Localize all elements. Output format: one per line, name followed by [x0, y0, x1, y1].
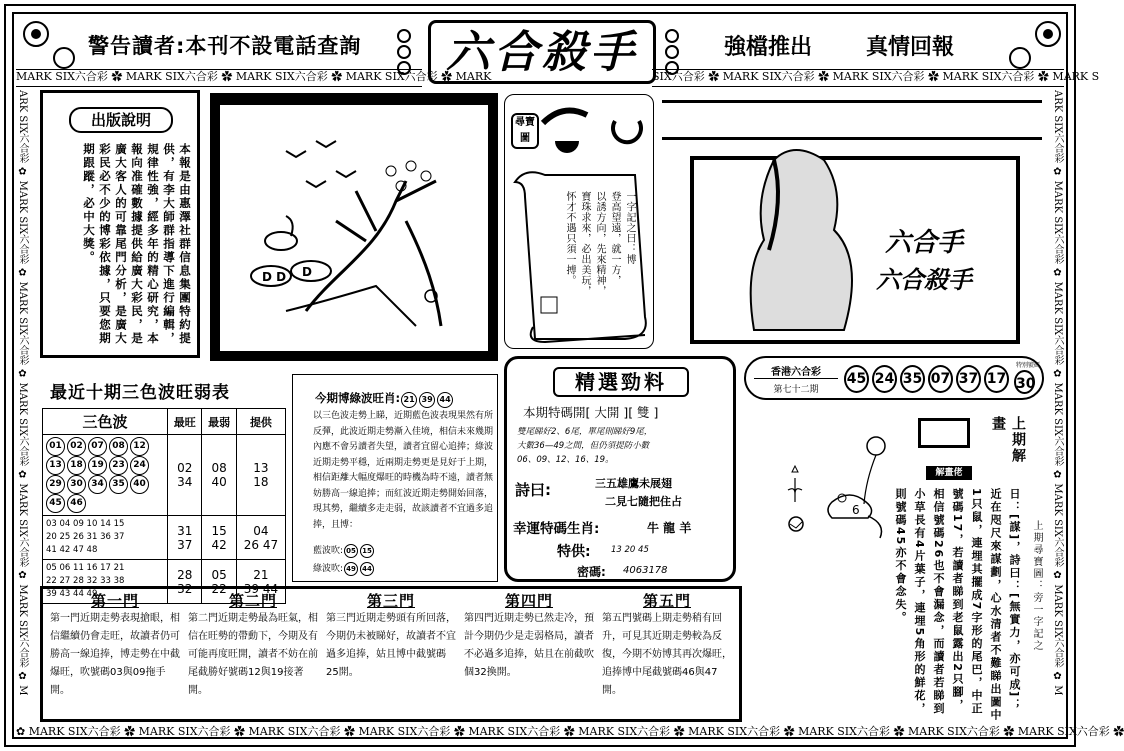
- door-body: 第一門近期走勢表現搶眼，相信繼續仍會走旺，故讀者仍可勝高一線追捧，博走勢在中截爆旺，吹號碼03與09拖手開。: [50, 613, 180, 696]
- wave-max-cell: 31 37: [168, 516, 202, 560]
- poster-rail: [662, 100, 1042, 140]
- poster-frame: [690, 156, 1020, 344]
- result-ball: 35: [900, 365, 925, 393]
- poster-text-bottom: 六合殺手: [876, 265, 972, 294]
- last-issue-body: 日：[謀]，詩曰：[無實力，亦可成]；近在咫尺來謀劃，心水清者不難睇出圖中1只鼠，連埋其擺成7字形的尾巴，中正號碼17，若讀者睇到老鼠露出2只腳，相信號碼26也不會漏念，而讀者若睇到小草長有4片葉子，連埋5角形的鮮花，則號碼45亦不會念失。: [894, 488, 1021, 722]
- door-3: [326, 592, 456, 682]
- warning-text: 警告讀者:本刊不設電話查詢: [88, 34, 362, 58]
- wave-give-cell: 13 18: [236, 435, 285, 516]
- featured-line-3: 大數36—49之間，但仍須提防小數: [517, 441, 650, 451]
- featured-title: 精選勁料: [553, 367, 689, 397]
- wave-min-cell: 05 22: [202, 560, 236, 604]
- green-wave-heading: [315, 387, 495, 405]
- wave-col-header: 最弱: [202, 409, 236, 435]
- featured-line-4: 06、09、12、16、19。: [517, 455, 614, 465]
- wave-ball: 44: [437, 392, 453, 408]
- wave-ball: 05: [344, 544, 358, 558]
- wave-give-cell: 04 26 47: [236, 516, 285, 560]
- door-4: [464, 592, 594, 682]
- door-2: [188, 592, 318, 700]
- green-wave-row: [313, 561, 493, 577]
- wave-ball: 45: [46, 494, 65, 513]
- wave-ball: 30: [67, 475, 86, 494]
- publication-body: 本報是由惠澤社群信息集團特約提供，有李大師群指導下進行編輯，規律性強，經多年的精心研究，本報向准確數據提供給廣大彩民，是廣大客人的可靠尾門分析，是廣大彩民必不少的博彩依據，只要您期期跟蹤，必中大獎。: [82, 143, 192, 346]
- door-title: 第二門: [228, 592, 277, 610]
- wave-ball: 35: [109, 475, 128, 494]
- wave-ball: 13: [46, 456, 65, 475]
- masthead-logo: 六合殺手: [428, 20, 656, 84]
- code-value: 4063178: [623, 565, 668, 576]
- code-label: 密碼:: [577, 565, 606, 579]
- poem-line-2: 二見七隨把住占: [605, 495, 682, 508]
- wave-give-cell: 21 39 44: [236, 560, 285, 604]
- green-wave-title: 今期博綠波旺肖:: [315, 391, 401, 405]
- blue-wave-row: [313, 543, 493, 559]
- special-label: 特供:: [557, 544, 591, 560]
- door-1: [50, 592, 180, 700]
- green-wave-label: 綠波吹:: [313, 564, 344, 574]
- scroll-panel: [504, 94, 654, 349]
- featured-line-2: 雙尾睇好2、6尾，單尾則睇好9尾，: [517, 427, 653, 437]
- poem-label: 詩曰:: [515, 481, 551, 499]
- results-brand: 香港六合彩: [754, 363, 838, 379]
- wave-col-header: 最旺: [168, 409, 202, 435]
- green-wave-numbers: 05 06 11 16 17 21 22 27 28 32 33 38 39 43 44 49: [43, 560, 168, 604]
- wave-max-cell: 28 32: [168, 560, 202, 604]
- special-value: 13 20 45: [611, 545, 649, 555]
- svg-text:6: 6: [852, 503, 860, 517]
- blue-wave-numbers: 03 04 09 10 14 15 20 25 26 31 36 37 41 42 47 48: [43, 516, 168, 560]
- door-title: 第四門: [504, 592, 553, 610]
- wave-ball: 12: [130, 437, 149, 456]
- wave-ball: 15: [360, 544, 374, 558]
- last-issue-subtitle: 解畫佬: [926, 466, 972, 480]
- featured-line-1: 本期特碼開[ 大開 ][ 雙 ]: [523, 405, 659, 420]
- green-wave-body: 以三色波走勢上睇，近期藍色波表現果然有所反彈，此波近期走勢漸入佳境，相信未來幾期內應不會另讀者失望，讀者宜留心追捧；綠波近期走勢平穩，近兩期走勢更是見好于上期，相信距離大幅度爆旺的時機為時不遠，讀者無妨勝高一線追捧；而紅波近期走勢開始回落，現其勢，繼續多走走弱，故該讀者不宜過多追捧，且博：: [313, 411, 494, 530]
- slogan-left: 強檔推出: [724, 35, 813, 60]
- results-bar: [744, 356, 1044, 400]
- wave-ball: 18: [67, 456, 86, 475]
- featured-panel: [504, 356, 736, 582]
- last-issue-panel: [740, 404, 1046, 724]
- wave-table-title: 最近十期三色波旺弱表: [50, 383, 230, 403]
- last-issue-side: 上期尋寶圖：旁一字記之: [1031, 520, 1042, 652]
- blue-wave-label: 藍波吹:: [313, 546, 344, 556]
- wave-ball: 19: [88, 456, 107, 475]
- result-ball: 07: [928, 365, 953, 393]
- lucky-value: 牛 龍 羊: [647, 521, 692, 535]
- wave-ball: 34: [88, 475, 107, 494]
- svg-text:D: D: [302, 265, 312, 279]
- door-body: 第五門號碼上期走勢稍有回升，可見其近期走勢較為反復，今期不妨博其再次爆旺，追捧博中尾截號碼46與47開。: [602, 613, 732, 696]
- tree-bird-illustration: [226, 111, 482, 347]
- scroll-text: 一字記之曰：博 登高望遠，就一方， 以誘方向，先來精神， 寶珠求來，必出美玩， 怀才不遇只須一搏。: [564, 191, 635, 296]
- last-issue-box: [918, 418, 970, 448]
- svg-text:D D: D D: [262, 270, 287, 284]
- wave-ball: 46: [67, 494, 86, 513]
- mark-six-strip-top-right: SIX六合彩 ✿ MARK SIX六合彩 ✿ MARK SIX六合彩 ✿ MARK SIX六合彩 ✿ MARK S: [652, 69, 1064, 87]
- door-title: 第五門: [642, 592, 691, 610]
- wave-ball: 07: [88, 437, 107, 456]
- ring-and-bowl-icon: [541, 101, 651, 161]
- wave-col-header: 三色波: [43, 409, 168, 435]
- publication-title: 出版說明: [69, 107, 173, 133]
- mark-six-strip-top-left: MARK SIX六合彩 ✿ MARK SIX六合彩 ✿ MARK SIX六合彩 ✿ MARK SIX六合彩 ✿ MARK: [16, 69, 422, 87]
- results-numbers: [844, 365, 1014, 395]
- door-body: 第四門近期走勢已然走冷，預計今期仍少是走弱格局，讀者不必過多追捧，姑且在前截吹個32換開。: [464, 613, 594, 678]
- wave-ball: 49: [344, 562, 358, 576]
- door-title: 第一門: [90, 592, 139, 610]
- mark-six-strip-right: ARK SIX六合彩 ✿ MARK SIX六合彩 ✿ MARK SIX六合彩 ✿ MARK SIX六合彩 ✿ MARK SIX六合彩 ✿ MARK SIX六合彩 ✿ M: [1052, 90, 1063, 696]
- wave-ball: 08: [109, 437, 128, 456]
- wave-col-header: 提供: [236, 409, 285, 435]
- red-wave-balls: [43, 435, 168, 516]
- door-5: [602, 592, 732, 700]
- wave-max-cell: 02 34: [168, 435, 202, 516]
- wave-min-cell: 08 40: [202, 435, 236, 516]
- poster-text-top: 六合手: [884, 228, 963, 258]
- result-ball: 17: [984, 365, 1009, 393]
- result-ball: 37: [956, 365, 981, 393]
- wave-ball: 02: [67, 437, 86, 456]
- special-number-note: 特別號碼: [1015, 362, 1040, 369]
- green-wave-panel: [292, 374, 498, 582]
- door-title: 第三門: [366, 592, 415, 610]
- wave-ball: 21: [401, 392, 417, 408]
- mark-six-strip-bottom: ✿ MARK SIX六合彩 ✿ MARK SIX六合彩 ✿ MARK SIX六合彩 ✿ MARK SIX六合彩 ✿ MARK SIX六合彩 ✿ MARK SIX六合彩 ✿ MARK SIX六合彩 ✿ MARK SIX六合彩 ✿ MARK SIX六合彩 ✿ MARK SIX六合彩 ✿: [16, 725, 1124, 738]
- result-ball: 45: [844, 365, 869, 393]
- picture-frame: [210, 93, 498, 361]
- door-body: 第二門近期走勢最為旺氣，相信在旺勢的帶動下，今期及有可能再度旺開，讀者不妨在前尾截勝好號碼12與19接著開。: [188, 613, 318, 696]
- poem-line-1: 三五雄鷹未展翅: [595, 477, 672, 490]
- wave-ball: 24: [130, 456, 149, 475]
- wave-ball: 40: [130, 475, 149, 494]
- wave-ball: 29: [46, 475, 65, 494]
- wave-table: [42, 408, 286, 604]
- wave-min-cell: 15 42: [202, 516, 236, 560]
- special-result-ball: 30: [1014, 370, 1035, 394]
- woman-figure-illustration: [734, 140, 854, 340]
- last-issue-title: 上期解畫: [990, 416, 1026, 464]
- lucky-label: 幸運特碼生肖:: [513, 521, 600, 537]
- result-ball: 24: [872, 365, 897, 393]
- wave-table-panel: [40, 374, 288, 599]
- mark-six-strip-left: ARK SIX六合彩 ✿ MARK SIX六合彩 ✿ MARK SIX六合彩 ✿ MARK SIX六合彩 ✿ MARK SIX六合彩 ✿ MARK SIX六合彩 ✿ M: [17, 90, 28, 696]
- door-body: 第三門近期走勢頭有所回落，今期仍未被睇好，故讀者不宜過多追捧，姑且博中截號碼25開。: [326, 613, 456, 678]
- wave-ball: 01: [46, 437, 65, 456]
- wave-ball: 44: [360, 562, 374, 576]
- publication-panel: [40, 90, 200, 358]
- treasure-map-badge: 尋寶圖: [511, 113, 539, 149]
- wave-ball: 23: [109, 456, 128, 475]
- wave-ball: 39: [419, 392, 435, 408]
- slogan-right: 真情回報: [866, 35, 955, 60]
- results-issue: 第七十二期: [773, 385, 819, 395]
